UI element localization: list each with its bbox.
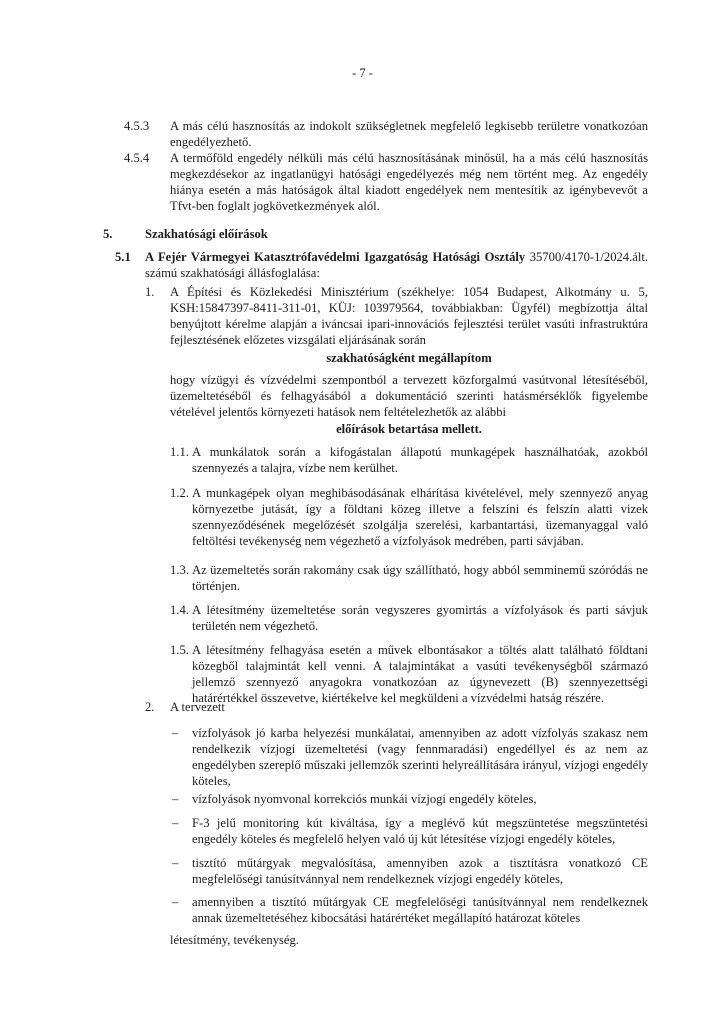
opinion-reference: 35700/4170-1/2024.ált. számú szakhatósági állásfoglalása: (145, 250, 648, 280)
conditions-heading: előírások betartása mellett. (336, 422, 482, 436)
finding-heading: szakhatóságként megállapítom (326, 351, 492, 365)
bullet-text: F-3 jelű monitoring kút kiváltása, így a meglévő kút megszüntetése megszüntetési engedély köteles és megfelelő helyen való új kút létesítése vízjogi engedély köteles, (192, 816, 648, 846)
subpoint-number: 1.3. (170, 563, 189, 577)
point-1-number: 1. (145, 285, 155, 299)
authority-name: A Fejér Vármegyei Katasztrófavédelmi Igazgatóság Hatósági Osztály (145, 250, 526, 264)
subpoint-number: 1.1. (170, 445, 189, 459)
item-text-4-5-4: A termőföld engedély nélküli más célú hasznosításának minősül, ha a más célú hasznosítás megkezdésekor az ingatlanügyi hatósági engedélyezés még nem történt meg. Az engedély hiánya esetén a más hatóságok által kiadott engedélyek nem mentesítik az igénybevevőt a Tfvt-ben foglalt jogkövetkezmények alól. (170, 151, 648, 213)
point-2-number: 2. (145, 700, 155, 714)
bullet-text: amennyiben a tisztító műtárgyak CE megfelelőségi tanúsítvánnyal nem rendelkeznek annak üzemeltetéséhez kibocsátási határértéket megállapító határozat köteles (192, 895, 648, 925)
subsection-heading (145, 250, 648, 282)
bullet-text: vízfolyások jó karba helyezési munkálatai, amennyiben az adott vízfolyás szakasz nem rendelkezik vízjogi üzemeltetési (vagy fennmaradási) engedéllyel és az nem az engedélyben szereplő műszaki jellemzők szerinti helyreállítására irányul, vízjogi engedély köteles, (192, 726, 648, 788)
item-number-4-5-4: 4.5.4 (124, 151, 150, 165)
bullet-text: vízfolyások nyomvonal korrekciós munkái vízjogi engedély köteles, (192, 792, 537, 806)
subpoint-text: A munkálatok során a kifogástalan állapotú munkagépek használhatóak, azokból szennyezés a talajra, vízbe nem kerülhet. (192, 445, 648, 475)
section-number: 5. (103, 227, 113, 241)
subpoint-number: 1.4. (170, 603, 189, 617)
subpoint-number: 1.5. (170, 643, 189, 657)
bullet-dash: – (172, 895, 179, 909)
page-number: - 7 - (352, 66, 373, 80)
section-title: Szakhatósági előírások (145, 227, 268, 241)
bullet-dash: – (172, 726, 179, 740)
subpoint-number: 1.2. (170, 486, 189, 500)
bullet-text: tisztító műtárgyak megvalósítása, amennyiben azok a tisztításra vonatkozó CE megfelelőségi tanúsítvánnyal nem rendelkeznek vízjogi engedély köteles, (192, 856, 648, 886)
subpoint-text: Az üzemeltetés során rakomány csak úgy szállítható, hogy abból semminemű szóródás ne történjen. (192, 563, 648, 593)
subsection-number: 5.1 (115, 250, 131, 264)
bullet-dash: – (172, 856, 179, 870)
bullet-dash: – (172, 792, 179, 806)
finding-text: hogy vízügyi és vízvédelmi szempontból a tervezett közforgalmú vasútvonal létesítéséből, üzemeltetéséből és felhagyásából a dokumentáció szerinti hatásmérséklők figyelembe vételével jelentős környezeti hatások nem feltételezhetők az alábbi (170, 373, 648, 419)
subpoint-text: A munkagépek olyan meghibásodásának elhárítása kivételével, mely szennyező anyag környezetbe jutását, így a földtani közeg illetve a felszíni és felszín alatti vizek szennyeződésének megelőzését szolgálja szerelési, karbantartási, üzemanyaggal való feltöltési tevékenység nem végezhető a vízfolyások medrében, parti sávjában. (192, 486, 648, 548)
bullet-dash: – (172, 816, 179, 830)
point-2-intro: A tervezett (170, 700, 225, 714)
subpoint-text: A létesítmény üzemeltetése során vegyszeres gyomirtás a vízfolyások és parti sávjuk területén nem végezhető. (192, 603, 648, 633)
item-number-4-5-3: 4.5.3 (124, 119, 150, 133)
subpoint-text: A létesítmény felhagyása esetén a művek elbontásakor a töltés alatt található földtani közegből talajmintát kell venni. A talajmintákat a vasúti tevékenységből származó jellemző szennyező anyagokra vonatkozóan az úgynevezett (B) szennyezettségi határértékkel összevetve, kiértékelve kel megküldeni a vízvédelmi hatság részére. (192, 643, 648, 705)
closing-text: létesítmény, tevékenység. (170, 933, 299, 947)
point-1-text: A Építési és Közlekedési Minisztérium (székhelye: 1054 Budapest, Alkotmány u. 5, KSH:15847397-8411-311-01, KÜJ: 103979564, továbbiakban: Ügyfél) megbízottja által benyújtott kérelme alapján a iváncsai ipari-innovációs fejlesztési terület vasúti infrastruktúra fejlesztésének előzetes vizsgálati eljárásának során (170, 285, 648, 347)
item-text-4-5-3: A más célú hasznosítás az indokolt szükségletnek megfelelő legkisebb területre vonatkozóan engedélyezhető. (170, 119, 648, 149)
